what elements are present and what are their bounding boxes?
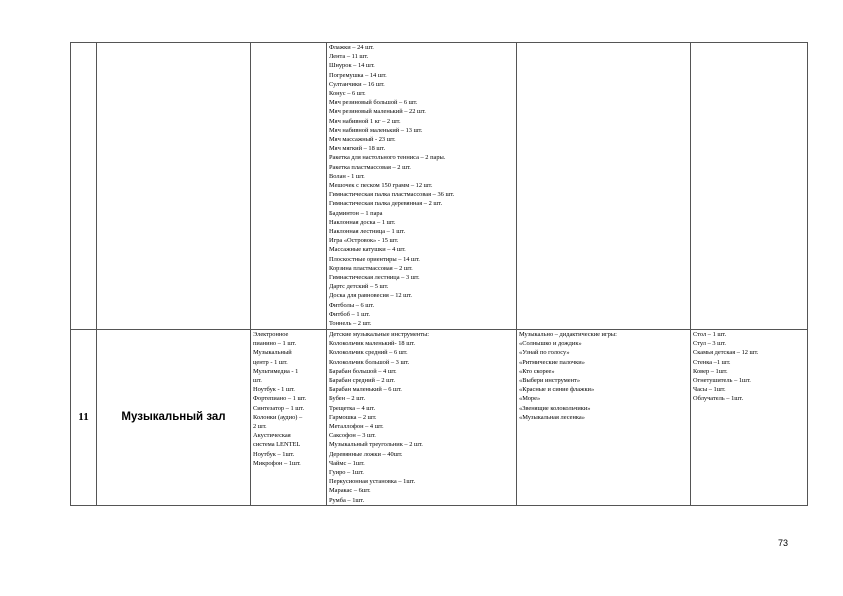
list-item: Колокольчик маленький- 18 шт. — [329, 340, 416, 348]
list-item: Скамья детская – 12 шт. — [693, 349, 759, 357]
list-item: Мешочек с песком 150 грамм – 12 шт. — [329, 182, 433, 190]
list-item: «Красные и синие флажки» — [519, 386, 595, 394]
list-item: Мяч массажный - 23 шт. — [329, 136, 396, 144]
rooms-table — [70, 42, 808, 506]
equipment-list — [253, 330, 324, 468]
list-item: Перкусионная установка – 1шт. — [329, 478, 416, 486]
list-item: Ноутбук - 1 шт. — [253, 386, 295, 394]
table-row — [71, 43, 808, 330]
list-item: Мультимедиа - 1 — [253, 367, 299, 375]
list-item: Игра «Островок» - 15 шт. — [329, 237, 399, 245]
list-item: Наклонная лестница – 1 шт. — [329, 228, 406, 236]
list-item: Тоннель – 2 шт. — [329, 320, 372, 328]
list-item: Часы – 1шт. — [693, 386, 726, 394]
list-item: Конус – 6 шт. — [329, 90, 366, 98]
furniture-list — [693, 330, 805, 404]
table-row — [71, 330, 808, 506]
list-item: Стенка –1 шт. — [693, 358, 731, 366]
list-item: Ракетка пластмассовая – 2 шт. — [329, 163, 411, 171]
list-item: Ковер – 1шт. — [693, 367, 728, 375]
list-item: Музыкальный — [253, 349, 292, 357]
list-item: «Солнышко и дождик» — [519, 340, 582, 348]
list-item: Акустическая — [253, 432, 291, 440]
list-item: Флажки – 24 шт. — [329, 44, 374, 51]
list-item: шт. — [253, 377, 262, 385]
list-item: Стул – 3 шт. — [693, 340, 727, 348]
list-item: «Выбери инструмент» — [519, 377, 581, 385]
list-item: Бадминтон – 1 пара — [329, 209, 383, 217]
list-item: Музыкальный треугольник – 2 шт. — [329, 441, 423, 449]
list-item: Ноутбук – 1шт. — [253, 450, 295, 458]
room-number: 11 — [71, 330, 97, 506]
list-item: Шнурок – 14 шт. — [329, 62, 375, 70]
list-item: Облучатель – 1шт. — [693, 395, 744, 403]
list-item: Металлофон – 4 шт. — [329, 423, 384, 431]
list-item: «Море» — [519, 395, 541, 403]
games-cell — [517, 43, 691, 330]
furniture-cell — [691, 330, 808, 506]
inventory-cell — [327, 43, 517, 330]
list-item: Мяч резиновый большой – 6 шт. — [329, 99, 418, 107]
list-item: Колокольчик средний – 6 шт. — [329, 349, 408, 357]
list-item: Румба – 1шт. — [329, 496, 365, 504]
furniture-cell — [691, 43, 808, 330]
list-item: 2 шт. — [253, 423, 267, 431]
list-item: Волан - 1 шт. — [329, 172, 365, 180]
instruments-list — [329, 330, 514, 505]
list-item: Бубен – 2 шт. — [329, 395, 366, 403]
list-item: Колонки (аудио) – — [253, 413, 303, 421]
list-item: «Кто скорее» — [519, 367, 555, 375]
list-item: Мяч мягкий – 18 шт. — [329, 145, 386, 153]
list-item: Фитбоб – 1 шт. — [329, 310, 370, 318]
list-item: Гимнастическая лестница – 3 шт. — [329, 274, 420, 282]
list-item: Синтезатор – 1 шт. — [253, 404, 305, 412]
list-item: Мяч набивной маленький – 13 шт. — [329, 126, 423, 134]
list-item: Чаймс – 1шт. — [329, 459, 365, 467]
list-item: Гармошка – 2 шт. — [329, 413, 377, 421]
games-list — [519, 330, 688, 422]
list-item: центр - 1 шт. — [253, 358, 288, 366]
equipment-cell — [251, 43, 327, 330]
list-item: система LENTEL — [253, 441, 301, 449]
list-item: Трещетка – 4 шт. — [329, 404, 376, 412]
inventory-list — [329, 43, 514, 328]
list-item: Огнетушитель – 1шт. — [693, 377, 751, 385]
page-number: 73 — [778, 538, 789, 548]
list-item: «Звенящие колокольчики» — [519, 404, 591, 412]
list-item: пианино – 1 шт. — [253, 340, 297, 348]
list-item: Доска для равновесия – 12 шт. — [329, 292, 413, 300]
list-item: Колокольчик большой – 3 шт. — [329, 358, 410, 366]
number-cell — [71, 43, 97, 330]
room-cell — [97, 43, 251, 330]
list-item: Барабан средний – 2 шт. — [329, 377, 395, 385]
room-name: Музыкальный зал — [97, 330, 251, 506]
list-item: Фортепиано – 1 шт. — [253, 395, 307, 403]
equipment-cell — [251, 330, 327, 506]
list-item: Погремушка – 14 шт. — [329, 71, 387, 79]
list-item: Музыкально – дидактические игры: — [519, 331, 617, 338]
list-item: Деревянные ложки – 40шт. — [329, 450, 403, 458]
list-item: Корзина пластмассовая – 2 шт. — [329, 264, 413, 272]
list-item: «Ритмические палочки» — [519, 358, 585, 366]
games-cell — [517, 330, 691, 506]
list-item: Мяч резиновый маленький – 22 шт. — [329, 108, 426, 116]
list-item: «Узнай по голосу» — [519, 349, 570, 357]
list-item: Стол – 1 шт. — [693, 331, 727, 338]
list-item: Гимнастическая палка деревянная – 2 шт. — [329, 200, 443, 208]
list-item: Наклонная доска – 1 шт. — [329, 218, 396, 226]
list-item: Султанчики – 16 шт. — [329, 80, 385, 88]
instruments-cell — [327, 330, 517, 506]
list-item: Микрофон – 1шт. — [253, 459, 301, 467]
list-item: Плоскостные ориентиры – 14 шт. — [329, 255, 420, 263]
list-item: Массажные катушки – 4 шт. — [329, 246, 406, 254]
list-item: Гуиро – 1шт. — [329, 469, 364, 477]
list-item: «Музыкальная лесенка» — [519, 413, 585, 421]
list-item: Лента – 11 шт. — [329, 53, 369, 61]
list-item: Маракас – 6шт. — [329, 487, 371, 495]
list-item: Барабан большой – 4 шт. — [329, 367, 397, 375]
list-item: Ракетка для настольного тенниса – 2 пары. — [329, 154, 446, 162]
list-item: Электронное — [253, 331, 289, 338]
list-item: Фитболы – 6 шт. — [329, 301, 375, 309]
list-item: Гимнастическая палка пластмассовая – 36 шт. — [329, 191, 455, 199]
list-item: Детские музыкальные инструменты: — [329, 331, 430, 338]
list-item: Саксофон – 3 шт. — [329, 432, 376, 440]
list-item: Мяч набивной 1 кг – 2 шт. — [329, 117, 401, 125]
list-item: Барабан маленький – 6 шт. — [329, 386, 402, 394]
list-item: Дартс детский – 5 шт. — [329, 283, 389, 291]
